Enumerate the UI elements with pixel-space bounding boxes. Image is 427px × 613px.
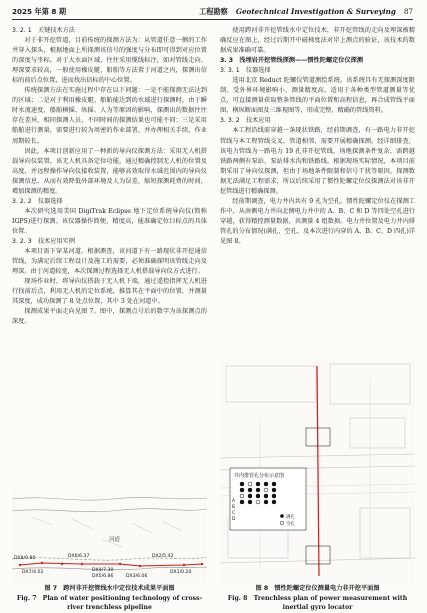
paragraph-gyro-system: 选用北京 Reduct 陀螺仪管道测绘系统。该系统具有无探测深度限制、受外界环境影响小、测量精度高、适用于各种类型管道测量等优点，可直接测量获取整条管线的平面位置和高程信息，再合成管线平面图、横纵断面图及三维视图等，形成完整、精确的管线资料。	[220, 77, 415, 115]
full-hole	[256, 482, 260, 486]
hole-label-c: C	[232, 511, 236, 516]
full-hole	[248, 488, 252, 492]
right-column	[220, 26, 415, 247]
point-dx5: DX5/6.86	[92, 574, 114, 579]
figure-7-caption-en: Fig. 7 Plan of water positioning technology of cross-river trenchless pipeline	[16, 594, 203, 611]
header-rule	[12, 19, 413, 20]
legend-full-hole: 满孔	[286, 515, 295, 520]
paragraph-drone-method: 因此，本项目创新应用了一种新的导向仪探测方法：采用无人机搭载导向仪装置。该无人机具备定位功能，通过精确控制无人机的位置及高度，并远程操作导向仪接收装置，能够高效取得水域范围内的导向仪探测信息，从而有效降低外部环境及人为误差，缩短探测耗费的时间，增加探测的精度。	[12, 147, 207, 195]
point-dx6: DX6/6.37	[68, 554, 90, 559]
point-dx8: DX8/0.80	[14, 556, 36, 561]
left-column	[12, 26, 207, 327]
full-hole	[272, 488, 276, 492]
paragraph-result-verification: 使用跨河非开挖管线水中定位技术，非开挖管线的走向及埋深被精确反应在图上，经过后期开中磁梯度法对岸上测点的验证，该技术的数据成果准确可靠。	[220, 27, 415, 55]
paragraph-traditional-method: 对于非开挖管道，目前传统的探测方法为：从管道任意一侧的工作井穿入探头，根据地面上所探测该信号的强度与分布即可得到对应位置的深度与坐标。对于大水面区域，往往采用缆线标注，如对管线走向、埋深要求较高，一般使用橡皮艇、船舶等方法置于河道之内，探测出信标的前后点位置，进而找出信标的中心位置。	[12, 37, 207, 85]
full-hole	[240, 488, 244, 492]
point-dx1: DX1/0.20	[170, 570, 192, 575]
figure-8-caption	[220, 584, 415, 613]
paragraph-project: 本项目需下穿某河道。根据测查，该河道下有一路现状非开挖通信管线，为满足后续工程设计及施工的需要，必须准确探明该管线走向及埋深。由于河道较宽，本次探测过程选择无人机搭载导向仪方式进行。	[12, 248, 207, 276]
full-hole	[240, 500, 244, 504]
issue-label: 2025 年第 8 期	[12, 7, 67, 16]
section-3-2-2-heading: 3. 2. 2 仪器选择	[12, 197, 63, 205]
point-dx4: DX4/7.30	[92, 568, 114, 573]
full-hole	[256, 494, 260, 498]
hole-label-b: B	[232, 505, 236, 510]
full-hole	[240, 482, 244, 486]
paragraph-empty-holes: 经前期调查，电力井内共有 9 孔为空孔。惯性陀螺定位仪在探测工作中，从南侧电力井向北侧电力井中的 A、B、C 和 D 等四处空孔进行穿越，获得精控测量数据，共测量 4 组数据。电力井位置及电力井内排管孔的分布情况(满孔、空孔，及本次进行内穿的 A、B、C、D 四孔)详见图 8。	[220, 197, 415, 245]
journal-title-cn: 工程勘察	[199, 7, 228, 16]
paragraph-fieldwork: 现场作业时，将导向仪搭载于无人机下端，通过遥控指挥无人机进行找前后点，利用无人机的定位系统，推算其在平面中的位置，并测量其深度，成功探测了 8 处点位置，其中 3 处在河道中。	[12, 278, 207, 306]
figure-7-caption	[12, 584, 207, 613]
section-3-2-1-heading: 3. 2. 1 关键技术方法	[12, 27, 75, 34]
full-hole	[264, 494, 268, 498]
hole-label-a: A	[232, 499, 236, 504]
point-dx3: DX3/6.06	[126, 574, 148, 579]
page-header	[12, 6, 413, 18]
figure-8-caption-cn: 图 8 惯性陀螺定位仪测量电力非开挖平面图	[255, 585, 380, 592]
figure-8-gyro-plan	[220, 358, 415, 584]
paragraph-problems: 传统探测方法在实施过程中存在以下问题：一是不能探测无法达到的区域；二是对于利用橡皮艇、船舶能达到的水域进行探测时，由于瞬时水流速度、船舶横摇、纵摇、人为等原因的影响，探测出的数据往往存在差异，相同探测人员，不同时间的探测结果也可能不同；三是采用船舶进行测量，需要进行较为周密的作业部署，并办理相关手续，作业周期较长。	[12, 87, 207, 145]
figure-7-pipeline-plan	[12, 489, 207, 584]
journal-title-en: Geotechnical Investigation & Surveying	[235, 7, 396, 16]
point-dx7: DX7/4.02	[22, 570, 44, 575]
full-hole	[272, 494, 276, 498]
section-3-2-3-heading: 3. 2. 3 技术应用实例	[12, 237, 75, 245]
hole-distribution-inset	[230, 468, 306, 530]
full-hole	[264, 500, 268, 504]
legend-empty-hole: 空孔	[286, 522, 295, 527]
full-hole	[272, 500, 276, 504]
section-3-3-1-heading: 3. 3. 1 仪器选择	[220, 67, 271, 75]
full-hole	[264, 482, 268, 486]
figure-7-caption-cn: 图 7 跨河非开挖管线水中定位技术成果平面图	[44, 585, 175, 592]
inset-title: 井内排管孔分布示意图	[234, 473, 285, 479]
section-3-3-2-heading: 3. 3. 2 技术应用	[220, 117, 271, 125]
page-number: 87	[403, 7, 413, 16]
paragraph-railway-crossing: 本工程沿线需穿越一条现状铁路，经前期调查，有一路电力非开挖管线与本工程管线交叉，管道相邻，需要开展精确探测。经详细排查，该电力管线为一路电力 19 孔非开挖管线，场地探测条件复杂，需跨越铁路两侧有泵站、泵站排水沟和铁路线。根据现场实际情况，本项目前期采用了导向仪探测，但由于场地条件限制和信号干扰等原因，探测数据无法满足工程需求，所以后续采用了惯性陀螺定位仪探测法对该非开挖管线进行精确探测。	[220, 127, 415, 195]
river-label: 河道	[109, 537, 121, 543]
point-dx2: DX2/5.42	[152, 554, 174, 559]
full-hole	[256, 488, 260, 492]
full-hole	[248, 500, 252, 504]
paragraph-fig7-ref: 探测成果平面走向见图 7。图中，探测点号后的数字为该探测点的深度。	[12, 308, 207, 326]
full-hole	[248, 494, 252, 498]
figure-8-caption-en: Fig. 8 Trenchless plan of power measurement with inertial gyro locator	[227, 594, 408, 611]
paragraph-instrument: 本次研究选用美国 DigiTrak Eclipse 地下定位系统导向仪(简称 IGPS)进行探测。该仪器操作简便，精度高，能准确定位目标点的具体位置。	[12, 207, 207, 235]
section-3-3-heading: 3. 3 浅埋岩开挖管线探测——惯性陀螺定位仪探测	[220, 57, 364, 65]
hole-label-d: D	[232, 517, 236, 522]
full-hole	[272, 482, 276, 486]
